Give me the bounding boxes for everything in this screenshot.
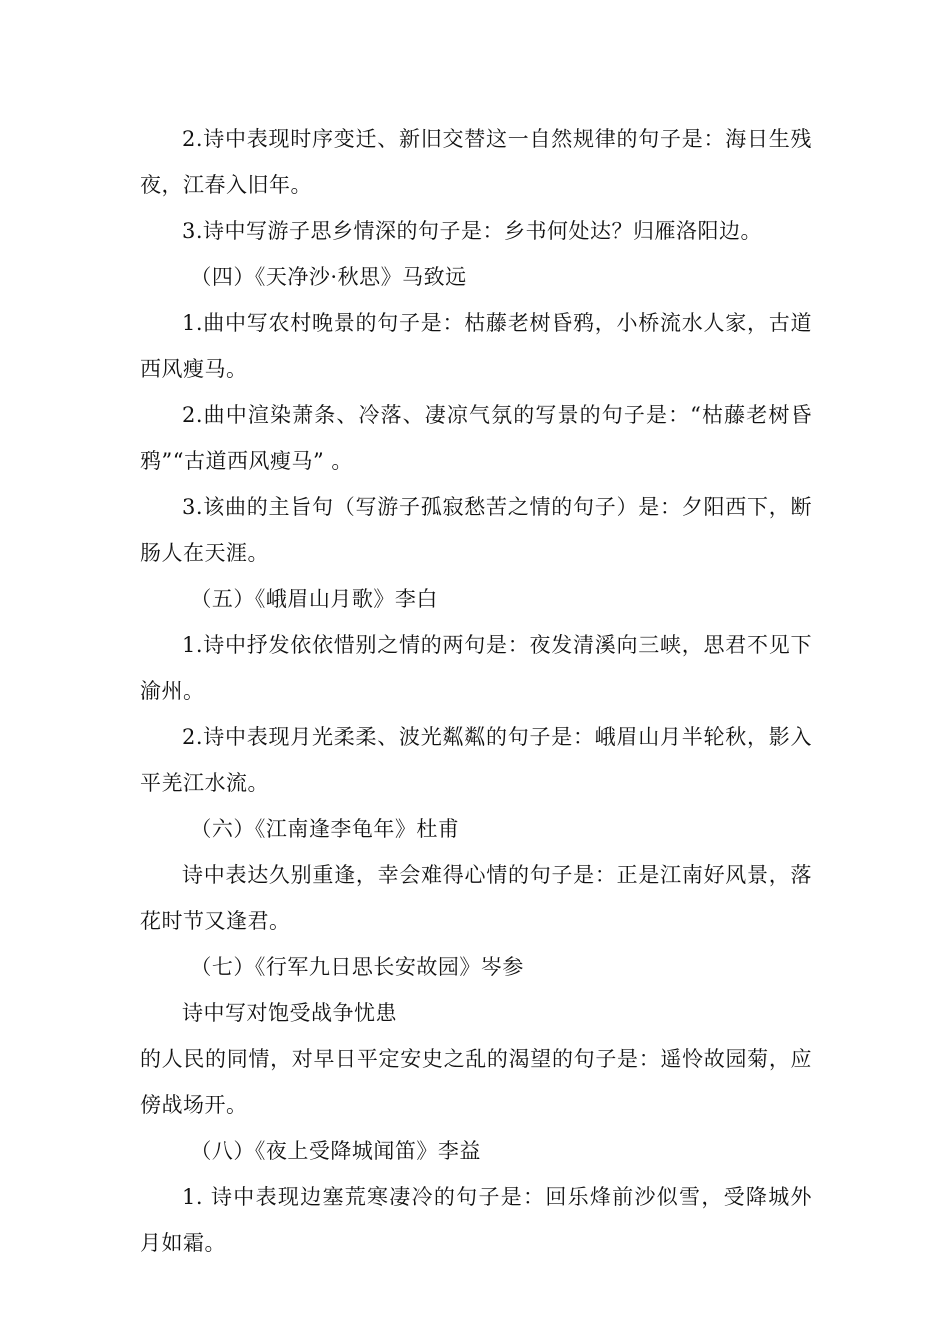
paragraph-desolate-scene: 2.曲中渲染萧条、冷落、凄凉气氛的写景的句子是：“枯藤老树昏鸦”“古道西风瘦马” 。 [140,403,812,473]
section-heading-6: （六）《江南逢李龟年》杜甫 [190,817,460,841]
paragraph-war-sympathy-end: 的人民的同情，对早日平定安史之乱的渴望的句子是：遥怜故园菊，应傍战场开。 [140,1047,812,1117]
paragraph-seasonal-change: 2.诗中表现时序变迁、新旧交替这一自然规律的句子是：海日生残夜，江春入旧年。 [140,127,812,197]
paragraph-reunion: 诗中表达久别重逢，幸会难得心情的句子是：正是江南好风景，落花时节又逢君。 [140,863,812,933]
section-heading-4: （四）《天净沙·秋思》马致远 [190,265,467,289]
section-heading-7: （七）《行军九日思长安故园》岑参 [190,955,524,979]
paragraph-homesickness: 3.诗中写游子思乡情深的句子是：乡书何处达？归雁洛阳边。 [182,219,763,243]
section-heading-8: （八）《夜上受降城闻笛》李益 [190,1139,481,1163]
paragraph-village-evening: 1.曲中写农村晚景的句子是：枯藤老树昏鸦，小桥流水人家，古道西风瘦马。 [140,311,812,381]
paragraph-war-sympathy-start: 诗中写对饱受战争忧患 [182,1001,397,1025]
paragraph-farewell: 1.诗中抒发依依惜别之情的两句是：夜发清溪向三峡，思君不见下渝州。 [140,633,812,703]
section-heading-5: （五）《峨眉山月歌》李白 [190,587,438,611]
document-body [140,116,812,1266]
paragraph-moonlight: 2.诗中表现月光柔柔、波光粼粼的句子是：峨眉山月半轮秋，影入平羌江水流。 [140,725,812,795]
paragraph-frontier-cold: 1. 诗中表现边塞荒寒凄冷的句子是：回乐烽前沙似雪，受降城外月如霜。 [140,1185,812,1255]
paragraph-main-theme: 3.该曲的主旨句（写游子孤寂愁苦之情的句子）是：夕阳西下，断肠人在天涯。 [140,495,812,565]
